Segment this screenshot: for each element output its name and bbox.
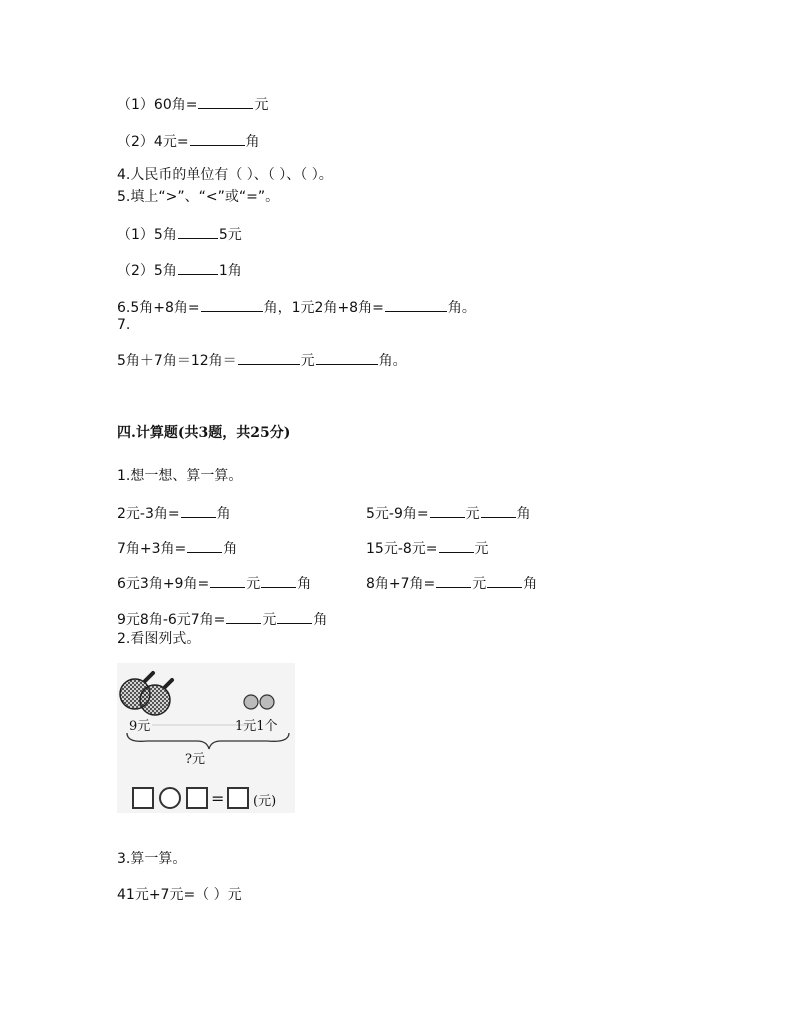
- c1-a: [117, 503, 231, 523]
- c1-e-mid: 元: [246, 576, 261, 592]
- q6-end: 角。: [447, 300, 476, 316]
- answer-blank[interactable]: [481, 503, 516, 518]
- answer-blank[interactable]: [178, 224, 218, 239]
- answer-blank[interactable]: [181, 503, 216, 518]
- c1-b-unit: 角: [516, 506, 531, 522]
- q5-1-rhs: 5元: [218, 227, 242, 243]
- answer-blank[interactable]: [436, 573, 471, 588]
- q5: 5.填上“>”、“<”或“=”。: [117, 189, 280, 205]
- c1-d: [366, 538, 489, 558]
- c1-e-text: 6元3角+9角=: [117, 576, 210, 592]
- c1-b: [366, 503, 531, 523]
- c1-g-text: 9元8角-6元7角=: [117, 612, 226, 628]
- q3-1-text: （1）60角=: [117, 97, 198, 113]
- answer-box[interactable]: [186, 787, 208, 809]
- answer-blank[interactable]: [210, 573, 245, 588]
- q7: 7.: [117, 317, 131, 333]
- q7-end: 角。: [378, 353, 407, 369]
- c1-d-text: 15元-8元=: [366, 541, 438, 557]
- q5-2: [117, 260, 242, 280]
- c1-c-unit: 角: [223, 541, 238, 557]
- c1-f-text: 8角+7角=: [366, 576, 436, 592]
- c1-e: [117, 573, 311, 593]
- q6-mid: 角，1元2角+8角=: [263, 300, 384, 316]
- answer-box[interactable]: [132, 787, 154, 809]
- c1-b-text: 5元-9角=: [366, 506, 429, 522]
- answer-blank[interactable]: [238, 350, 300, 365]
- ball-price-label: 1元1个: [235, 719, 278, 734]
- answer-blank[interactable]: [487, 573, 522, 588]
- c1-a-text: 2元-3角=: [117, 506, 180, 522]
- c1-f-unit: 角: [523, 576, 538, 592]
- c1-c-text: 7角+3角=: [117, 541, 187, 557]
- c3-prompt: 3.算一算。: [117, 851, 187, 867]
- q3-2-unit: 角: [245, 134, 260, 150]
- c1-g-mid: 元: [262, 612, 277, 628]
- answer-blank[interactable]: [190, 131, 245, 146]
- c3-1: 41元+7元=（ ）元: [117, 887, 242, 903]
- c1-e-unit: 角: [297, 576, 312, 592]
- ping-pong-ball-icon: [244, 695, 274, 709]
- c1-f-mid: 元: [472, 576, 487, 592]
- c1-prompt: 1.想一想、算一算。: [117, 468, 243, 484]
- paddle-price-label: 9元: [129, 719, 151, 734]
- c1-d-unit: 元: [474, 541, 489, 557]
- answer-blank[interactable]: [201, 297, 263, 312]
- answer-blank[interactable]: [316, 350, 378, 365]
- total-brace: [127, 733, 289, 749]
- picture-equation-figure: [117, 663, 295, 813]
- q3-2: [117, 131, 260, 151]
- q7-mid: 元: [300, 353, 315, 369]
- q5-1: [117, 224, 242, 244]
- q3-2-text: （2）4元=: [117, 134, 189, 150]
- c1-f: [366, 573, 537, 593]
- answer-blank[interactable]: [261, 573, 296, 588]
- answer-blank[interactable]: [198, 94, 253, 109]
- answer-blank[interactable]: [385, 297, 447, 312]
- total-price-label: ?元: [185, 752, 205, 767]
- section-4-heading: 四.计算题(共3题，共25分): [117, 425, 291, 441]
- equals-sign: =: [211, 789, 225, 808]
- c1-g: [117, 609, 327, 629]
- answer-box[interactable]: [227, 787, 249, 809]
- q3-1: [117, 94, 268, 114]
- c2-prompt: 2.看图列式。: [117, 631, 201, 647]
- q4: 4.人民币的单位有（ ）、（ ）、（ ）。: [117, 167, 333, 183]
- operator-circle[interactable]: [159, 787, 181, 809]
- q6-text: 6.5角+8角=: [117, 300, 200, 316]
- c1-g-unit: 角: [313, 612, 328, 628]
- answer-blank[interactable]: [178, 260, 218, 275]
- answer-blank[interactable]: [439, 538, 474, 553]
- q5-2-rhs: 1角: [218, 263, 242, 279]
- c1-a-unit: 角: [216, 506, 231, 522]
- c1-b-mid: 元: [465, 506, 480, 522]
- c1-c: [117, 538, 237, 558]
- answer-blank[interactable]: [277, 609, 312, 624]
- q7-line: [117, 350, 407, 370]
- q5-1-text: （1）5角: [117, 227, 177, 243]
- q3-1-unit: 元: [254, 97, 269, 113]
- answer-blank[interactable]: [430, 503, 465, 518]
- q6: [117, 297, 476, 317]
- q5-2-text: （2）5角: [117, 263, 177, 279]
- answer-blank[interactable]: [226, 609, 261, 624]
- answer-blank[interactable]: [187, 538, 222, 553]
- unit-label: (元): [253, 794, 277, 809]
- q7-text: 5角＋7角＝12角＝: [117, 353, 237, 369]
